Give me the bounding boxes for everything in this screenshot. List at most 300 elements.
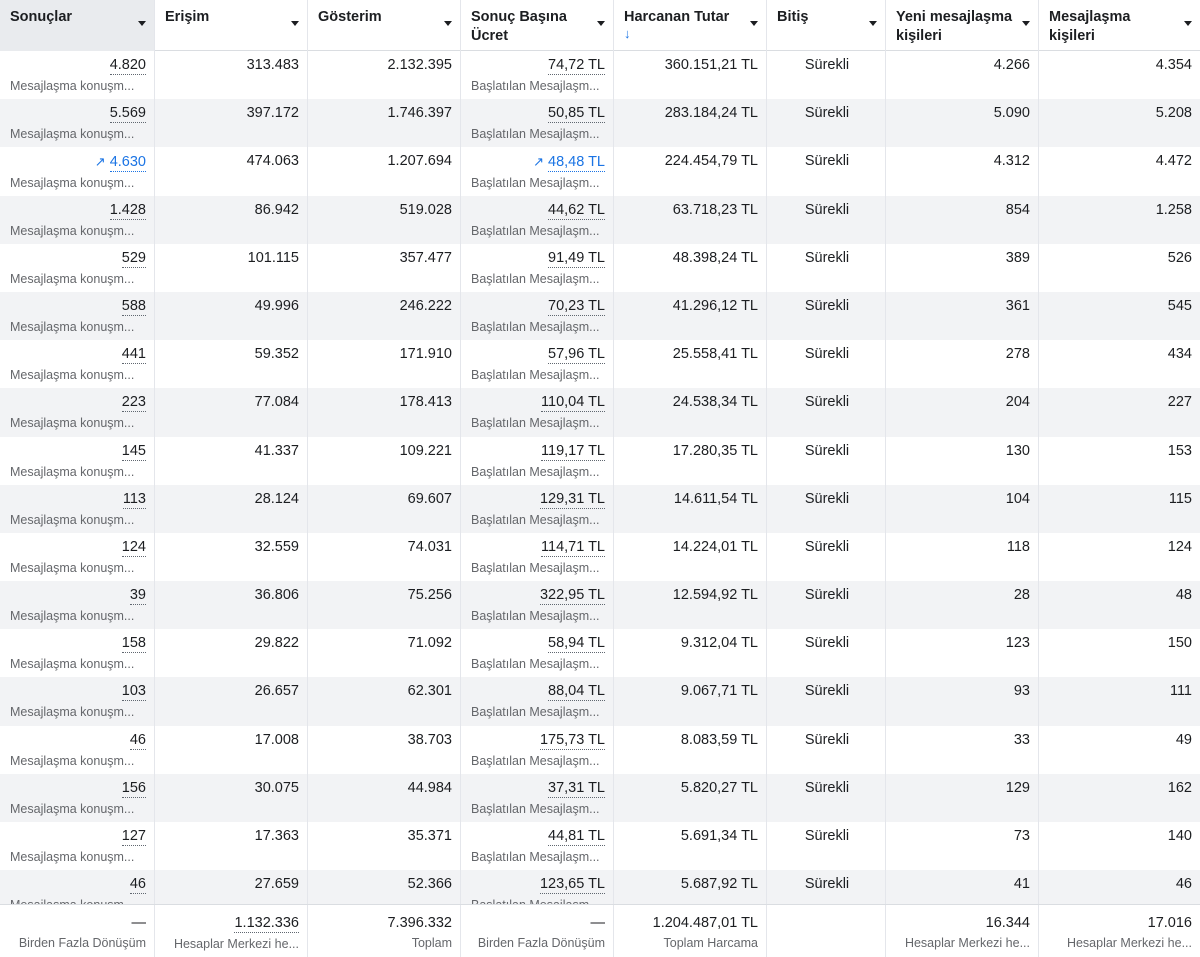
table-row[interactable] — [0, 292, 1200, 340]
total-cost-per-result — [461, 905, 614, 957]
cell-impressions — [308, 340, 461, 388]
cell-cost-per-result — [461, 196, 614, 244]
cell-impressions — [308, 581, 461, 629]
cell-value: 62.301 — [407, 683, 452, 700]
cell-value: 12.594,92 TL — [672, 587, 758, 604]
cell-end-date — [767, 340, 886, 388]
cost-per-result-link[interactable]: 91,49 TL — [548, 249, 605, 266]
cell-value-line — [471, 57, 605, 75]
cell-value: Sürekli — [804, 201, 850, 218]
cell-value: 27.659 — [254, 876, 299, 893]
results-value-link[interactable]: 46 — [129, 876, 146, 893]
cell-new-messaging-contacts — [886, 822, 1039, 870]
cell-value: 28.124 — [254, 490, 299, 507]
trend-up-icon: ↗ — [94, 154, 106, 170]
column-header-label: Erişim — [165, 9, 210, 25]
cell-impressions — [308, 51, 461, 99]
cell-results — [0, 51, 155, 99]
cell-value: 24.538,34 TL — [672, 394, 758, 411]
cell-amount-spent — [614, 340, 767, 388]
caret-down-icon[interactable] — [1184, 21, 1192, 26]
results-value-link[interactable]: 4.630 — [109, 154, 146, 171]
cell-amount-spent — [614, 292, 767, 340]
cell-cost-per-result — [461, 822, 614, 870]
caret-down-icon[interactable] — [869, 21, 877, 26]
cell-value: 4.472 — [1155, 153, 1192, 170]
cell-reach — [155, 244, 308, 292]
table-row[interactable] — [0, 244, 1200, 292]
table-row[interactable] — [0, 437, 1200, 485]
results-value-link[interactable]: 103 — [121, 683, 146, 700]
cell-reach — [155, 822, 308, 870]
cell-amount-spent — [614, 437, 767, 485]
cell-value: 41.337 — [254, 442, 299, 459]
cell-value: 41.296,12 TL — [672, 297, 758, 314]
cost-per-result-link[interactable]: 110,04 TL — [541, 394, 605, 411]
cell-reach — [155, 99, 308, 147]
cell-amount-spent — [614, 485, 767, 533]
cell-value: 71.092 — [407, 635, 452, 652]
cell-value: 283.184,24 TL — [664, 105, 758, 122]
cell-value: 28 — [1013, 587, 1030, 604]
cell-value: 5.687,92 TL — [680, 876, 758, 893]
table-row[interactable] — [0, 147, 1200, 195]
cell-reach — [155, 196, 308, 244]
cell-value: 77.084 — [254, 394, 299, 411]
table-row[interactable] — [0, 677, 1200, 725]
results-value-link[interactable]: 223 — [121, 394, 146, 411]
cost-per-result-link[interactable]: 37,31 TL — [548, 779, 605, 796]
cost-per-result-link[interactable]: 58,94 TL — [548, 635, 605, 652]
cell-value-line — [471, 828, 605, 846]
cell-value-line — [10, 57, 146, 75]
cell-value: 44.984 — [407, 779, 452, 796]
cost-per-result-link[interactable]: 322,95 TL — [539, 587, 605, 604]
cell-value: 48 — [1175, 587, 1192, 604]
cost-per-result-link[interactable]: 123,65 TL — [539, 876, 605, 893]
cell-cost-per-result — [461, 485, 614, 533]
table-row[interactable] — [0, 726, 1200, 774]
result-type-label: Mesajlaşma konuşm... — [10, 609, 135, 624]
result-type-label: Mesajlaşma konuşm... — [10, 79, 135, 93]
cost-type-label: Başlatılan Mesajlaşm... — [471, 609, 600, 624]
cell-results — [0, 581, 155, 629]
cell-value: 854 — [1005, 201, 1030, 218]
cell-value: 130 — [1005, 442, 1030, 459]
cell-results — [0, 437, 155, 485]
cell-value-line — [471, 780, 605, 798]
cell-messaging-contacts — [1039, 726, 1200, 774]
column-header-messaging-contacts[interactable] — [1039, 0, 1200, 51]
cell-value: 59.352 — [254, 346, 299, 363]
cost-type-label: Başlatılan Mesajlaşm... — [471, 560, 600, 575]
column-header-new-messaging-contacts[interactable] — [886, 0, 1039, 51]
cell-messaging-contacts — [1039, 437, 1200, 485]
cell-value: 519.028 — [399, 201, 452, 218]
total-reach — [155, 905, 308, 957]
caret-down-icon[interactable] — [1022, 21, 1030, 26]
result-type-label: Mesajlaşma konuşm... — [10, 223, 135, 238]
cell-impressions — [308, 485, 461, 533]
cell-value: 361 — [1005, 297, 1030, 314]
cell-results — [0, 677, 155, 725]
cell-results — [0, 533, 155, 581]
cell-results — [0, 340, 155, 388]
cell-new-messaging-contacts — [886, 196, 1039, 244]
cell-new-messaging-contacts — [886, 726, 1039, 774]
table-row[interactable] — [0, 485, 1200, 533]
cost-per-result-link[interactable]: 175,73 TL — [539, 731, 605, 748]
caret-down-icon[interactable] — [597, 21, 605, 26]
cell-value: 14.224,01 TL — [672, 538, 758, 555]
column-header-cost-per-result[interactable] — [461, 0, 614, 51]
cell-amount-spent — [614, 244, 767, 292]
cell-new-messaging-contacts — [886, 99, 1039, 147]
cell-end-date — [767, 244, 886, 292]
cell-value: 115 — [1168, 490, 1192, 507]
cell-value: 124 — [1167, 538, 1192, 555]
cell-value: Sürekli — [804, 442, 850, 459]
total-end-date — [767, 905, 886, 957]
cell-end-date — [767, 292, 886, 340]
cell-results — [0, 388, 155, 436]
cell-value: Sürekli — [804, 587, 850, 604]
cell-value-line — [471, 587, 605, 605]
results-value-link[interactable]: 145 — [121, 442, 146, 459]
cell-cost-per-result — [461, 533, 614, 581]
cell-new-messaging-contacts — [886, 629, 1039, 677]
cell-cost-per-result — [461, 437, 614, 485]
result-type-label: Mesajlaşma konuşm... — [10, 416, 135, 431]
cell-impressions — [308, 437, 461, 485]
cell-value: 5.691,34 TL — [680, 828, 758, 844]
cell-value: 162 — [1167, 779, 1192, 796]
table-row[interactable] — [0, 581, 1200, 629]
results-value-link[interactable]: 127 — [121, 828, 146, 844]
result-type-label: Mesajlaşma konuşm... — [10, 850, 135, 864]
cell-impressions — [308, 244, 461, 292]
cell-value: 129 — [1005, 779, 1030, 796]
table-row[interactable] — [0, 533, 1200, 581]
result-type-label: Mesajlaşma konuşm... — [10, 319, 135, 334]
cost-type-label: Başlatılan Mesajlaşm... — [471, 127, 600, 142]
cost-type-label: Başlatılan Mesajlaşm... — [471, 176, 600, 191]
cell-value: 101.115 — [247, 249, 299, 266]
total-caption: Birden Fazla Dönüşüm — [18, 936, 146, 950]
cell-value: Sürekli — [804, 153, 850, 170]
cell-messaging-contacts — [1039, 99, 1200, 147]
cell-new-messaging-contacts — [886, 292, 1039, 340]
total-amount-spent — [614, 905, 767, 957]
cell-value: 526 — [1167, 249, 1192, 266]
cell-end-date — [767, 822, 886, 870]
cell-new-messaging-contacts — [886, 774, 1039, 822]
total-value: — — [131, 915, 146, 931]
cell-value-line — [10, 780, 146, 798]
cell-value: 48.398,24 TL — [672, 249, 758, 266]
caret-down-icon[interactable] — [750, 21, 758, 26]
table-row[interactable] — [0, 99, 1200, 147]
cell-value-line — [10, 298, 146, 316]
cell-value: 357.477 — [399, 249, 452, 266]
cost-per-result-link[interactable]: 74,72 TL — [548, 57, 605, 73]
cell-value: 118 — [1006, 538, 1030, 555]
cell-end-date — [767, 581, 886, 629]
table-header — [0, 0, 1200, 51]
total-value: 1.204.487,01 TL — [652, 915, 758, 931]
cell-value: 25.558,41 TL — [672, 346, 758, 363]
column-header-impressions[interactable] — [308, 0, 461, 51]
cell-amount-spent — [614, 533, 767, 581]
cell-value: 36.806 — [254, 587, 299, 604]
cell-value: 63.718,23 TL — [672, 201, 758, 218]
results-value-link[interactable]: 158 — [121, 635, 146, 652]
cell-cost-per-result — [461, 340, 614, 388]
results-value-link[interactable]: 441 — [121, 346, 146, 363]
table-row[interactable] — [0, 629, 1200, 677]
cell-cost-per-result — [461, 581, 614, 629]
cell-impressions — [308, 388, 461, 436]
cell-value: 1.746.397 — [387, 105, 452, 122]
cell-value: 30.075 — [254, 779, 299, 796]
cell-value-line — [471, 105, 605, 123]
cost-per-result-link[interactable]: 48,48 TL — [548, 154, 605, 171]
cell-value: 52.366 — [407, 876, 452, 893]
cell-value-line — [10, 732, 146, 750]
result-type-label: Mesajlaşma konuşm... — [10, 271, 135, 286]
total-results — [0, 905, 155, 957]
cell-value: 4.266 — [993, 57, 1030, 73]
cell-value: 4.354 — [1155, 57, 1192, 73]
cell-value: Sürekli — [804, 297, 850, 314]
total-caption: Toplam — [411, 936, 452, 950]
total-value: — — [590, 915, 605, 931]
table-row[interactable] — [0, 388, 1200, 436]
cell-messaging-contacts — [1039, 196, 1200, 244]
cost-type-label: Başlatılan Mesajlaşm... — [471, 753, 600, 768]
cell-value: 227 — [1167, 394, 1192, 411]
cell-messaging-contacts — [1039, 629, 1200, 677]
cell-value-line — [10, 153, 146, 172]
cell-amount-spent — [614, 774, 767, 822]
cost-type-label: Başlatılan Mesajlaşm... — [471, 368, 600, 383]
table-row[interactable] — [0, 340, 1200, 388]
total-value: 7.396.332 — [387, 915, 452, 931]
table-footer-totals — [0, 904, 1200, 956]
cell-value: 360.151,21 TL — [664, 57, 758, 73]
cell-results — [0, 147, 155, 195]
results-value-link[interactable]: 4.820 — [109, 57, 146, 73]
table-row[interactable] — [0, 774, 1200, 822]
results-value-link[interactable]: 1.428 — [109, 201, 146, 218]
cell-value-line — [10, 587, 146, 605]
column-header-reach[interactable] — [155, 0, 308, 51]
column-header-results[interactable] — [0, 0, 155, 51]
cell-end-date — [767, 629, 886, 677]
cell-messaging-contacts — [1039, 292, 1200, 340]
cell-value-line — [471, 732, 605, 750]
cost-per-result-link[interactable]: 44,81 TL — [548, 828, 605, 844]
cell-amount-spent — [614, 388, 767, 436]
cost-per-result-link[interactable]: 129,31 TL — [539, 490, 605, 507]
cell-value: 4.312 — [993, 153, 1030, 170]
total-caption: Hesaplar Merkezi he... — [904, 936, 1030, 950]
cell-value: 397.172 — [246, 105, 299, 122]
results-value-link[interactable]: 156 — [121, 779, 146, 796]
cell-new-messaging-contacts — [886, 677, 1039, 725]
column-header-amount-spent[interactable] — [614, 0, 767, 51]
caret-down-icon[interactable] — [138, 21, 146, 26]
cell-value-line — [471, 202, 605, 220]
cell-value: 29.822 — [254, 635, 299, 652]
cell-reach — [155, 388, 308, 436]
cell-impressions — [308, 726, 461, 774]
cell-impressions — [308, 822, 461, 870]
cell-value: Sürekli — [804, 731, 850, 748]
cell-value: Sürekli — [804, 346, 850, 363]
cost-per-result-link[interactable]: 57,96 TL — [548, 346, 605, 363]
cell-value: 9.067,71 TL — [680, 683, 758, 700]
cell-end-date — [767, 147, 886, 195]
cell-impressions — [308, 147, 461, 195]
result-type-label: Mesajlaşma konuşm... — [10, 560, 135, 575]
results-value-link[interactable]: 113 — [122, 490, 146, 507]
results-value-link[interactable]: 124 — [121, 538, 146, 555]
column-header-label: Sonuçlar — [10, 9, 73, 25]
cell-end-date — [767, 677, 886, 725]
cost-type-label: Başlatılan Mesajlaşm... — [471, 850, 600, 864]
cell-value: 434 — [1167, 346, 1192, 363]
total-value: 16.344 — [985, 915, 1030, 931]
results-value-link[interactable]: 588 — [121, 297, 146, 314]
cell-end-date — [767, 196, 886, 244]
cell-value: Sürekli — [804, 57, 850, 73]
cell-new-messaging-contacts — [886, 485, 1039, 533]
cell-value: 14.611,54 TL — [673, 490, 758, 507]
cell-value: 46 — [1175, 876, 1192, 893]
cell-value: 474.063 — [246, 153, 299, 170]
caret-down-icon[interactable] — [291, 21, 299, 26]
column-header-label: Gösterim — [318, 9, 382, 25]
cell-value-line — [471, 394, 605, 412]
cell-messaging-contacts — [1039, 774, 1200, 822]
cell-value: 204 — [1005, 394, 1030, 411]
cell-impressions — [308, 677, 461, 725]
result-type-label: Mesajlaşma konuşm... — [10, 368, 135, 383]
cell-new-messaging-contacts — [886, 51, 1039, 99]
result-type-label: Mesajlaşma konuşm... — [10, 464, 135, 479]
caret-down-icon[interactable] — [444, 21, 452, 26]
result-type-label: Mesajlaşma konuşm... — [10, 705, 135, 720]
cell-new-messaging-contacts — [886, 533, 1039, 581]
cost-per-result-link[interactable]: 44,62 TL — [548, 201, 605, 218]
column-header-label: Mesajlaşma kişileri — [1049, 9, 1131, 44]
cell-results — [0, 196, 155, 244]
cost-type-label: Başlatılan Mesajlaşm... — [471, 416, 600, 431]
cost-type-label: Başlatılan Mesajlaşm... — [471, 464, 600, 479]
cell-value: Sürekli — [804, 249, 850, 266]
table-row[interactable] — [0, 51, 1200, 99]
cell-value: 38.703 — [407, 731, 452, 748]
cell-value-line — [10, 683, 146, 701]
cell-amount-spent — [614, 51, 767, 99]
cost-per-result-link[interactable]: 114,71 TL — [541, 538, 605, 555]
cell-value: 49 — [1175, 731, 1192, 748]
cell-results — [0, 629, 155, 677]
cell-impressions — [308, 292, 461, 340]
cell-reach — [155, 581, 308, 629]
cell-value: 2.132.395 — [387, 57, 452, 73]
cell-results — [0, 99, 155, 147]
total-value: 17.016 — [1147, 915, 1192, 931]
cell-value: 41 — [1013, 876, 1030, 893]
cell-messaging-contacts — [1039, 147, 1200, 195]
cell-cost-per-result — [461, 51, 614, 99]
cell-reach — [155, 51, 308, 99]
cost-per-result-link[interactable]: 70,23 TL — [548, 297, 605, 314]
cost-type-label: Başlatılan Mesajlaşm... — [471, 79, 600, 93]
cell-reach — [155, 147, 308, 195]
cell-value: Sürekli — [804, 105, 850, 122]
column-header-end-date[interactable] — [767, 0, 886, 51]
sort-descending-icon[interactable]: ↓ — [624, 26, 631, 41]
results-value-link[interactable]: 39 — [129, 587, 146, 604]
total-caption: Hesaplar Merkezi he... — [1066, 936, 1192, 950]
column-header-label: Harcanan Tutar — [624, 9, 730, 25]
cell-cost-per-result — [461, 147, 614, 195]
cell-value: 17.363 — [254, 828, 299, 844]
cell-cost-per-result — [461, 292, 614, 340]
cell-value-line — [10, 202, 146, 220]
cell-impressions — [308, 99, 461, 147]
cell-results — [0, 822, 155, 870]
total-value[interactable]: 1.132.336 — [234, 915, 299, 931]
cell-amount-spent — [614, 196, 767, 244]
result-type-label: Mesajlaşma konuşm... — [10, 801, 135, 816]
cell-value: 246.222 — [399, 297, 452, 314]
results-value-link[interactable]: 5.569 — [109, 105, 146, 122]
cell-amount-spent — [614, 99, 767, 147]
cost-per-result-link[interactable]: 50,85 TL — [548, 105, 605, 122]
cell-value: 5.208 — [1155, 105, 1192, 122]
result-type-label: Mesajlaşma konuşm... — [10, 512, 135, 527]
cell-results — [0, 774, 155, 822]
cell-end-date — [767, 99, 886, 147]
cell-value: 32.559 — [254, 538, 299, 555]
cell-value: Sürekli — [804, 876, 850, 893]
cell-value: 8.083,59 TL — [680, 731, 758, 748]
cell-value-line — [10, 876, 146, 894]
cell-value: 75.256 — [407, 587, 452, 604]
cost-per-result-link[interactable]: 88,04 TL — [548, 683, 605, 700]
cost-per-result-link[interactable]: 119,17 TL — [541, 442, 605, 459]
cell-value: 26.657 — [254, 683, 299, 700]
cell-impressions — [308, 196, 461, 244]
cell-value: Sürekli — [804, 394, 850, 411]
cost-type-label: Başlatılan Mesajlaşm... — [471, 705, 600, 720]
table-row[interactable] — [0, 822, 1200, 870]
cell-value: 111 — [1169, 683, 1192, 700]
results-value-link[interactable]: 529 — [121, 249, 146, 266]
cell-cost-per-result — [461, 677, 614, 725]
cell-value-line — [10, 394, 146, 412]
cell-value: 17.280,35 TL — [672, 442, 758, 459]
cell-value: 278 — [1005, 346, 1030, 363]
table-row[interactable] — [0, 196, 1200, 244]
cell-value-line — [471, 250, 605, 268]
results-value-link[interactable]: 46 — [129, 731, 146, 748]
cell-new-messaging-contacts — [886, 340, 1039, 388]
